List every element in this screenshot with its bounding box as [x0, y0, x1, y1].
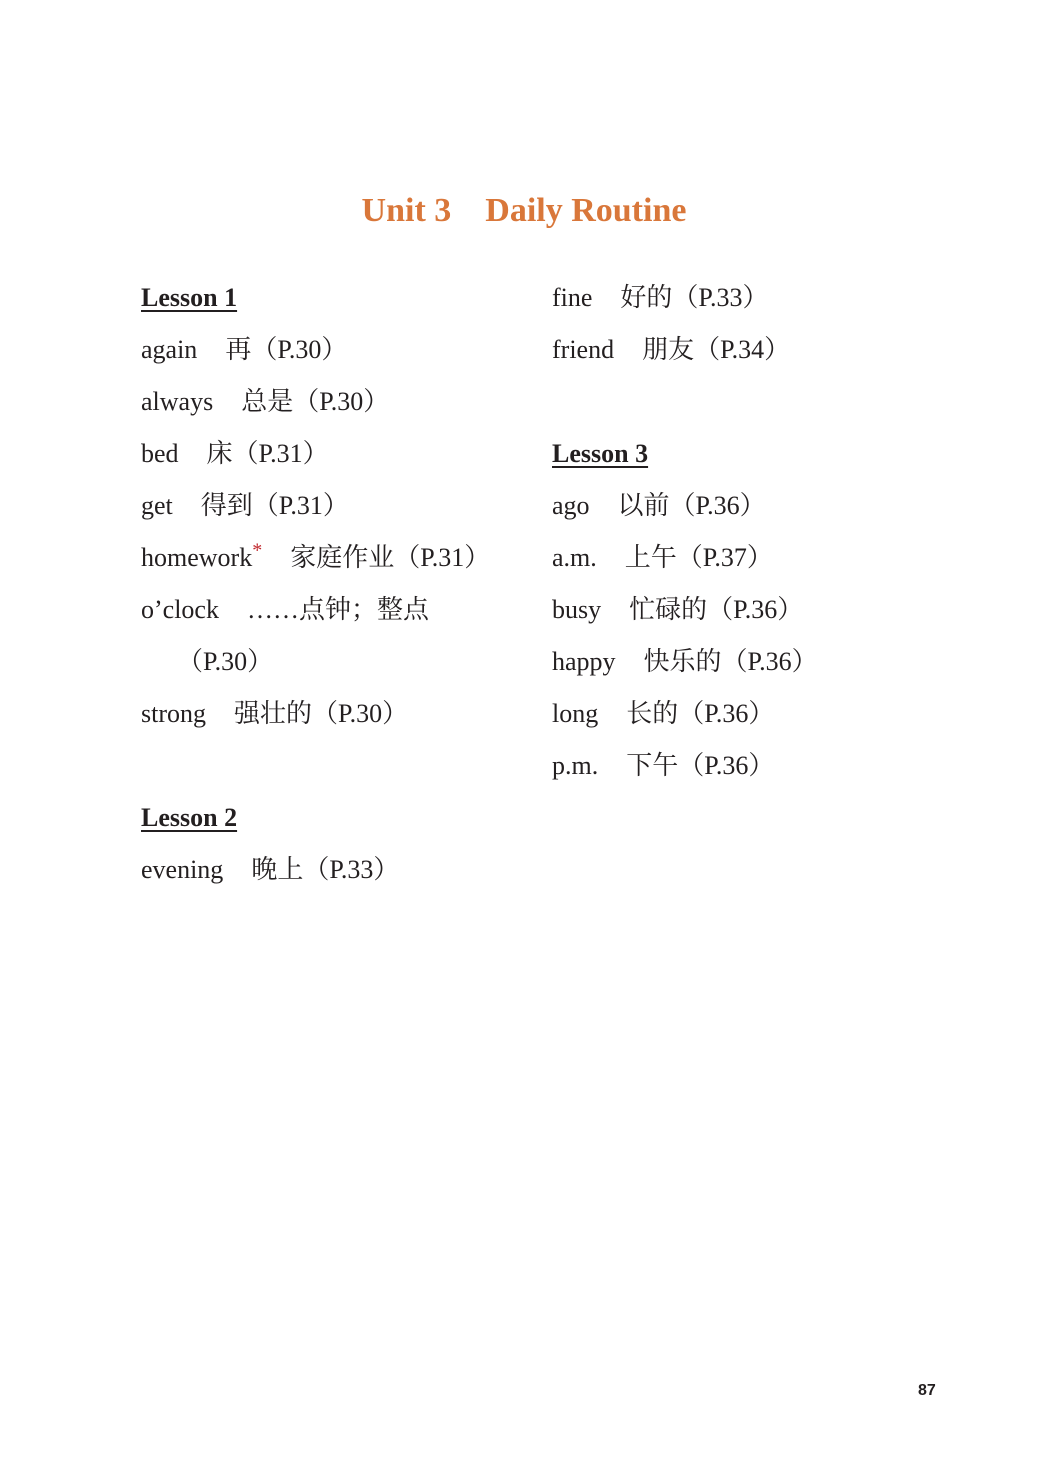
vocab-word: bed	[141, 439, 179, 468]
asterisk-mark: *	[252, 539, 263, 562]
vocab-definition: 朋友（P.34）	[642, 335, 791, 364]
page-number: 87	[918, 1382, 936, 1399]
vocab-definition: 以前（P.36）	[617, 491, 766, 520]
vocab-word: ago	[552, 491, 590, 520]
vocab-entry-pm	[552, 750, 972, 802]
page-title: Unit 3 Daily Routine	[361, 192, 687, 229]
vocab-word: a.m.	[552, 543, 597, 572]
vocab-word: get	[141, 491, 173, 520]
vocab-definition: 得到（P.31）	[200, 491, 349, 520]
vocab-word: always	[141, 387, 214, 416]
vocab-entry-get	[141, 490, 541, 542]
spacer	[552, 386, 972, 438]
vocab-entry-oclock	[141, 594, 541, 646]
vocab-entry-strong	[141, 698, 541, 750]
vocab-entry-happy	[552, 646, 972, 698]
vocab-definition: 好的（P.33）	[620, 283, 769, 312]
vocab-entry-always	[141, 386, 541, 438]
vocab-entry-am	[552, 542, 972, 594]
lesson-1-heading: Lesson 1	[141, 283, 238, 312]
vocab-definition: 上午（P.37）	[624, 543, 773, 572]
vocab-definition: ……点钟；整点	[246, 595, 429, 624]
vocab-definition: 再（P.30）	[225, 335, 348, 364]
vocab-word: busy	[552, 595, 602, 624]
vocab-entry-long	[552, 698, 972, 750]
vocab-entry-friend	[552, 334, 972, 386]
vocab-word: friend	[552, 335, 615, 364]
vocab-word: homework	[141, 543, 253, 572]
vocab-entry-evening	[141, 854, 541, 906]
vocab-word: o’clock	[141, 595, 219, 624]
vocab-word: evening	[141, 855, 224, 884]
vocab-definition: 床（P.31）	[206, 439, 329, 468]
vocab-entry-oclock-continued: （P.30）	[177, 647, 274, 676]
vocab-entry-ago	[552, 490, 972, 542]
vocab-definition: 家庭作业（P.31）	[290, 543, 491, 572]
vocab-definition: 长的（P.36）	[626, 699, 775, 728]
lesson-2-heading: Lesson 2	[141, 803, 238, 832]
vocab-definition: 晚上（P.33）	[251, 855, 400, 884]
vocab-column-right	[552, 282, 972, 802]
vocab-word: long	[552, 699, 599, 728]
vocab-entry-bed	[141, 438, 541, 490]
vocab-word: strong	[141, 699, 206, 728]
vocab-definition: 总是（P.30）	[241, 387, 390, 416]
vocab-word: happy	[552, 647, 616, 676]
lesson-3-heading: Lesson 3	[552, 439, 649, 468]
vocab-entry-again	[141, 334, 541, 386]
vocab-definition: 下午（P.36）	[626, 751, 775, 780]
vocab-definition: 强壮的（P.30）	[234, 699, 409, 728]
vocab-entry-homework	[141, 539, 541, 594]
vocab-word: p.m.	[552, 751, 599, 780]
spacer	[141, 750, 541, 802]
vocab-definition: 快乐的（P.36）	[643, 647, 818, 676]
vocab-definition: 忙碌的（P.36）	[629, 595, 804, 624]
vocab-column-left	[141, 282, 541, 906]
vocab-word: fine	[552, 283, 593, 312]
vocab-entry-fine	[552, 282, 972, 334]
vocab-entry-busy	[552, 594, 972, 646]
vocab-word: again	[141, 335, 198, 364]
